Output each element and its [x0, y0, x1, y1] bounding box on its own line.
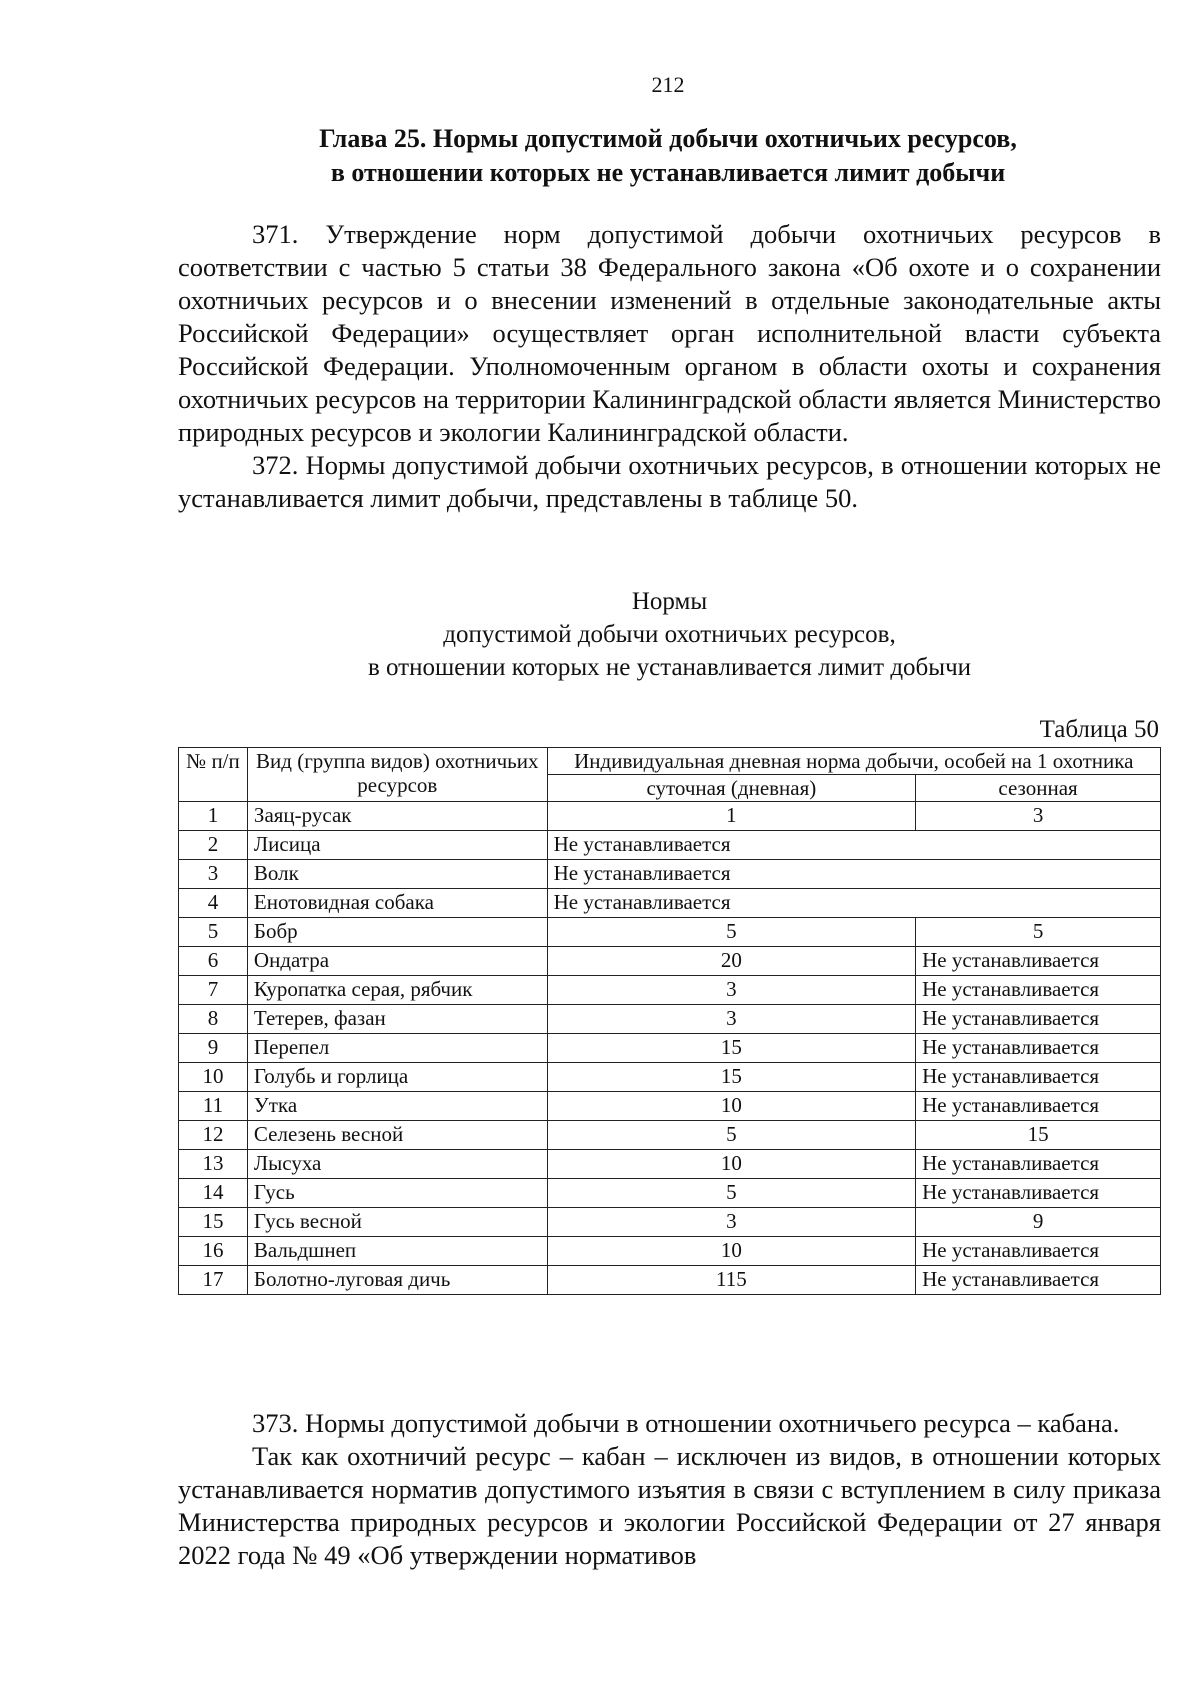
row-species: Волк: [247, 860, 547, 889]
row-number: 8: [179, 1005, 248, 1034]
table-heading-line-3: в отношении которых не устанавливается лимит добычи: [367, 654, 972, 681]
row-number: 13: [179, 1150, 248, 1179]
table-row: [179, 1005, 1161, 1034]
table-row: [179, 947, 1161, 976]
table-heading: [178, 585, 1161, 684]
row-species: Ондатра: [247, 947, 547, 976]
header-daily: суточная (дневная): [547, 775, 916, 802]
table-row: [179, 1237, 1161, 1266]
row-species: Лысуха: [247, 1150, 547, 1179]
row-daily-norm: 10: [547, 1237, 916, 1266]
row-daily-norm: 15: [547, 1034, 916, 1063]
table-row: [179, 1092, 1161, 1121]
row-species: Вальдшнеп: [247, 1237, 547, 1266]
row-number: 6: [179, 947, 248, 976]
row-species: Енотовидная собака: [247, 889, 547, 918]
row-species: Болотно-луговая дичь: [247, 1266, 547, 1295]
row-season-norm: Не устанавливается: [916, 1179, 1161, 1208]
row-season-norm: 15: [916, 1121, 1161, 1150]
row-daily-norm: 5: [547, 1179, 916, 1208]
row-species: Гусь весной: [247, 1208, 547, 1237]
row-number: 3: [179, 860, 248, 889]
row-number: 2: [179, 831, 248, 860]
row-season-norm: Не устанавливается: [916, 947, 1161, 976]
row-norm-merged: Не устанавливается: [547, 860, 1160, 889]
row-number: 9: [179, 1034, 248, 1063]
table-heading-line-2: допустимой добычи охотничьих ресурсов,: [443, 621, 896, 648]
row-number: 10: [179, 1063, 248, 1092]
row-species: Бобр: [247, 918, 547, 947]
row-season-norm: 9: [916, 1208, 1161, 1237]
row-species: Утка: [247, 1092, 547, 1121]
table-label: Таблица 50: [1039, 716, 1159, 743]
chapter-title-line-1: Глава 25. Нормы допустимой добычи охотничьих ресурсов,: [319, 124, 1017, 153]
row-daily-norm: 3: [547, 1005, 916, 1034]
row-season-norm: Не устанавливается: [916, 976, 1161, 1005]
row-number: 5: [179, 918, 248, 947]
row-daily-norm: 1: [547, 802, 916, 831]
table-row: [179, 1034, 1161, 1063]
row-number: 4: [179, 889, 248, 918]
row-season-norm: Не устанавливается: [916, 1092, 1161, 1121]
table-row: [179, 1179, 1161, 1208]
row-number: 12: [179, 1121, 248, 1150]
table-row: [179, 1266, 1161, 1295]
header-num: № п/п: [179, 748, 248, 802]
table-row: [179, 1121, 1161, 1150]
row-norm-merged: Не устанавливается: [547, 831, 1160, 860]
row-daily-norm: 10: [547, 1092, 916, 1121]
row-species: Селезень весной: [247, 1121, 547, 1150]
row-number: 17: [179, 1266, 248, 1295]
row-species: Перепел: [247, 1034, 547, 1063]
chapter-title: [0, 122, 1200, 190]
paragraph-372: 372. Нормы допустимой добычи охотничьих ресурсов, в отношении которых не устанавливается лимит добычи, представлены в таблице 50.: [178, 450, 1161, 513]
row-daily-norm: 3: [547, 1208, 916, 1237]
table-row: [179, 1150, 1161, 1179]
intro-text: [178, 218, 1161, 515]
table-row: [179, 1063, 1161, 1092]
row-daily-norm: 3: [547, 976, 916, 1005]
row-number: 16: [179, 1237, 248, 1266]
row-number: 14: [179, 1179, 248, 1208]
row-season-norm: Не устанавливается: [916, 1150, 1161, 1179]
row-season-norm: Не устанавливается: [916, 1034, 1161, 1063]
row-number: 11: [179, 1092, 248, 1121]
norms-table: [178, 747, 1161, 1295]
row-species: Заяц-русак: [247, 802, 547, 831]
table-row: [179, 976, 1161, 1005]
row-species: Тетерев, фазан: [247, 1005, 547, 1034]
table-row: [179, 831, 1161, 860]
row-number: 7: [179, 976, 248, 1005]
table-row: [179, 860, 1161, 889]
table-row: [179, 889, 1161, 918]
header-season: сезонная: [916, 775, 1161, 802]
row-season-norm: 3: [916, 802, 1161, 831]
row-species: Гусь: [247, 1179, 547, 1208]
row-daily-norm: 115: [547, 1266, 916, 1295]
paragraph-371: 371. Утверждение норм допустимой добычи охотничьих ресурсов в соответствии с частью 5 статьи 38 Федерального закона «Об охоте и о сохранении охотничьих ресурсов и о внесении изменений в отдельные законодательные акты Российской Федерации» осуществляет орган исполнительной власти субъекта Российской Федерации. Уполномоченным органом в области охоты и сохранения охотничьих ресурсов на территории Калининградской области является Министерство природных ресурсов и экологии Калининградской области.: [178, 219, 1161, 447]
table-row: [179, 1208, 1161, 1237]
chapter-title-line-2: в отношении которых не устанавливается лимит добычи: [330, 158, 1006, 187]
table-heading-line-1: Нормы: [631, 588, 708, 615]
row-number: 15: [179, 1208, 248, 1237]
row-season-norm: Не устанавливается: [916, 1005, 1161, 1034]
outro-text: [178, 1407, 1161, 1572]
page-number: 212: [651, 72, 685, 97]
row-daily-norm: 5: [547, 1121, 916, 1150]
row-season-norm: Не устанавливается: [916, 1063, 1161, 1092]
row-species: Куропатка серая, рябчик: [247, 976, 547, 1005]
row-daily-norm: 10: [547, 1150, 916, 1179]
header-norm: Индивидуальная дневная норма добычи, особей на 1 охотника: [547, 748, 1160, 775]
row-species: Лисица: [247, 831, 547, 860]
row-daily-norm: 20: [547, 947, 916, 976]
header-species: Вид (группа видов) охотничьих ресурсов: [247, 748, 547, 802]
row-daily-norm: 5: [547, 918, 916, 947]
table-row: [179, 918, 1161, 947]
row-season-norm: Не устанавливается: [916, 1266, 1161, 1295]
row-season-norm: Не устанавливается: [916, 1237, 1161, 1266]
row-daily-norm: 15: [547, 1063, 916, 1092]
row-number: 1: [179, 802, 248, 831]
table-row: [179, 802, 1161, 831]
table-body: [179, 802, 1161, 1295]
row-season-norm: 5: [916, 918, 1161, 947]
paragraph-373: 373. Нормы допустимой добычи в отношении охотничьего ресурса – кабана.: [252, 1408, 1120, 1438]
row-species: Голубь и горлица: [247, 1063, 547, 1092]
row-norm-merged: Не устанавливается: [547, 889, 1160, 918]
paragraph-boar: Так как охотничий ресурс – кабан – исключен из видов, в отношении которых устанавливается норматив допустимого изъятия в связи с вступлением в силу приказа Министерства природных ресурсов и экологии Российской Федерации от 27 января 2022 года № 49 «Об утверждении нормативов: [178, 1441, 1161, 1570]
